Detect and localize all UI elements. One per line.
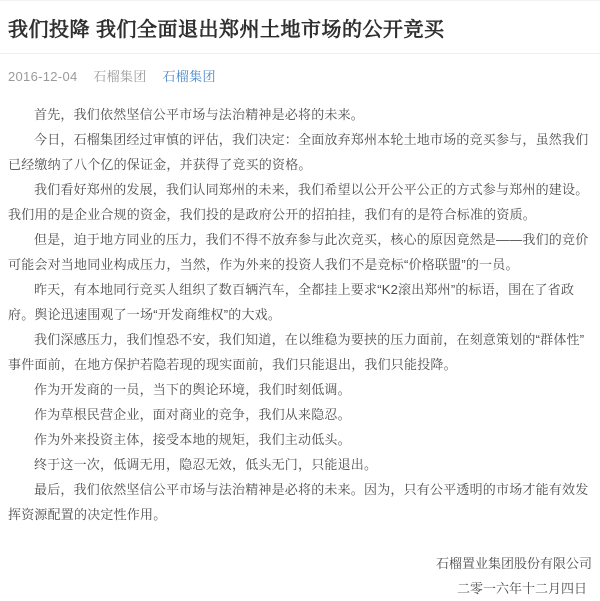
article-body	[8, 102, 592, 527]
paragraph: 最后，我们依然坚信公平市场与法治精神是必将的未来。因为，只有公平透明的市场才能有效发挥资源配置的决定性作用。	[8, 482, 589, 522]
page-title: 我们投降 我们全面退出郑州土地市场的公开竞买	[8, 19, 445, 41]
source-link[interactable]: 石榴集团	[162, 69, 216, 84]
signature-company: 石榴置业集团股份有限公司	[435, 556, 592, 571]
paragraph: 首先，我们依然坚信公平市场与法治精神是必将的未来。	[34, 107, 365, 122]
title-divider	[0, 53, 600, 54]
paragraph: 作为开发商的一员，当下的舆论环境，我们时刻低调。	[34, 382, 351, 397]
paragraph: 终于这一次，低调无用，隐忍无效，低头无门，只能退出。	[34, 457, 378, 472]
source-name: 石榴集团	[93, 69, 147, 84]
paragraph: 我们看好郑州的发展，我们认同郑州的未来，我们希望以公开公平公正的方式参与郑州的建设。我们用的是企业合规的资金，我们投的是政府公开的招拍挂，我们有的是符合标准的资质。	[8, 182, 589, 222]
paragraph: 但是，迫于地方同业的压力，我们不得不放弃参与此次竞买，核心的原因竟然是——我们的竞价可能会对当地同业构成压力，当然，作为外来的投资人我们不是竞标“价格联盟”的一员。	[8, 232, 589, 272]
article-meta	[8, 66, 592, 85]
paragraph: 今日，石榴集团经过审慎的评估，我们决定：全面放弃郑州本轮土地市场的竞买参与，虽然我们已经缴纳了八个亿的保证金，并获得了竞买的资格。	[8, 132, 589, 172]
paragraph: 作为草根民营企业，面对商业的竞争，我们从来隐忍。	[34, 407, 351, 422]
publish-date: 2016-12-04	[8, 69, 78, 84]
paragraph: 我们深感压力，我们惶恐不安，我们知道，在以维稳为要挟的压力面前，在刻意策划的“群体性”事件面前，在地方保护若隐若现的现实面前，我们只能退出，我们只能投降。	[8, 332, 585, 372]
signature-date: 二零一六年十二月四日	[456, 581, 587, 596]
signature-block	[8, 551, 592, 601]
paragraph: 昨天，有本地同行竞买人组织了数百辆汽车，全都挂上要求“K2滚出郑州”的标语，围在了省政府。舆论迅速围观了一场“开发商维权”的大戏。	[8, 282, 575, 322]
paragraph: 作为外来投资主体，接受本地的规矩，我们主动低头。	[34, 432, 351, 447]
